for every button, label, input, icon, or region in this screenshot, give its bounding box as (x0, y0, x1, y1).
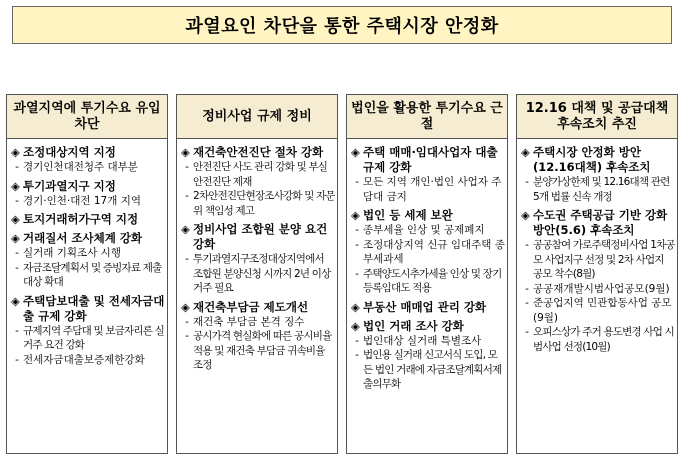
section (181, 145, 335, 218)
column-header: 법인을 활용한 투기수요 근절 (347, 95, 507, 139)
section-title (351, 145, 505, 175)
diamond-bullet-icon: ◈ (11, 231, 20, 245)
list-item (181, 329, 335, 373)
dash-bullet-icon: - (185, 190, 189, 202)
list-item-text: 조정대상지역 신규 임대주택 종부세과세 (363, 238, 505, 265)
dash-bullet-icon: - (185, 315, 189, 328)
list-item-text: 법인대상 실거래 특별조사 (363, 334, 482, 347)
dash-bullet-icon: - (355, 238, 359, 251)
column-4 (516, 94, 678, 454)
section (351, 319, 505, 392)
list-item (521, 325, 675, 354)
list-item (351, 175, 505, 204)
section (351, 208, 505, 296)
list-item (521, 296, 675, 325)
diamond-bullet-icon: ◈ (521, 208, 530, 222)
dash-bullet-icon: - (525, 326, 529, 338)
section-title (521, 145, 675, 175)
dash-bullet-icon: - (355, 267, 359, 280)
list-item (351, 348, 505, 392)
diamond-bullet-icon: ◈ (181, 222, 190, 236)
list-item (11, 194, 165, 209)
section-title-text: 수도권 주택공급 기반 강화방안(5.6) 후속조치 (533, 208, 668, 237)
diamond-bullet-icon: ◈ (351, 208, 360, 222)
list-item (521, 238, 675, 282)
section (11, 179, 165, 209)
section-title-text: 주택 매매·임대사업자 대출규제 강화 (363, 145, 498, 174)
section (11, 212, 165, 227)
list-item (11, 324, 165, 353)
list-item (351, 223, 505, 238)
list-item-text: 오피스상가 주거 용도변경 사업 시범사업 선정(10월) (533, 326, 674, 353)
column-3 (346, 94, 508, 454)
dash-bullet-icon: - (525, 282, 529, 295)
column-2 (176, 94, 338, 454)
list-item (181, 252, 335, 296)
section-title-text: 주택담보대출 및 전세자금대출 규제 강화 (23, 293, 165, 323)
list-item-text: 준공업지역 민관합동사업 공모(9월) (533, 297, 672, 324)
dash-bullet-icon: - (185, 253, 189, 265)
section-title (521, 208, 675, 238)
list-item (351, 238, 505, 267)
list-item-text: 경기인천대전청주 대부분 (23, 161, 138, 173)
column-body (181, 145, 335, 451)
dash-bullet-icon: - (525, 176, 529, 188)
list-item-text: 자금조달계획서 및 증빙자료 제출 대상 확대 (23, 261, 162, 288)
dash-bullet-icon: - (15, 353, 19, 366)
column-1 (6, 94, 168, 454)
section-title-text: 투기과열지구 지정 (23, 178, 116, 193)
section (521, 208, 675, 354)
list-item-text: 공시가격 현실화에 따른 공시비율 적용 및 재건축 부담금 귀속비율 조정 (193, 330, 332, 371)
column-body (11, 145, 165, 451)
column-header: 12.16 대책 및 공급대책 후속조치 추진 (517, 95, 677, 139)
section-title (351, 319, 505, 334)
dash-bullet-icon: - (15, 194, 19, 207)
list-item (11, 353, 165, 368)
column-body (521, 145, 675, 451)
diamond-bullet-icon: ◈ (521, 145, 530, 159)
list-item (181, 189, 335, 218)
section-title (11, 294, 165, 324)
list-item-text: 재건축 부담금 본격 징수 (193, 315, 305, 328)
list-item-text: 2차안전진단현장조사강화 및 자문위 책임성 제고 (193, 190, 335, 217)
section-title (11, 145, 165, 160)
section (351, 145, 505, 204)
dash-bullet-icon: - (355, 349, 359, 361)
list-item-text: 주택양도시추가세율 인상 및 장기등록임대도 적용 (363, 267, 502, 294)
dash-bullet-icon: - (355, 224, 359, 236)
section-title-text: 주택시장 안정화 방안 (12.16대책) 후속조치 (533, 145, 651, 174)
section-title (351, 300, 505, 315)
list-item-text: 분양가상한제 및 12.16대책 관련 5개 법률 신속 개정 (533, 176, 670, 203)
section-title (181, 145, 335, 160)
section-title-text: 조정대상지역 지정 (23, 145, 116, 159)
column-header: 과열지역에 투기수요 유입 차단 (7, 95, 167, 139)
list-item (351, 334, 505, 349)
diamond-bullet-icon: ◈ (11, 212, 20, 226)
section-title (11, 212, 165, 227)
dash-bullet-icon: - (355, 334, 359, 347)
list-item (181, 160, 335, 189)
list-item (521, 282, 675, 297)
list-item-text: 법인용 실거래 신고서식 도입, 모든 법인 거래에 자금조달계획서제출의무화 (363, 349, 502, 390)
list-item-text: 투기과열지구조정대상지역에서 조합원 분양신청 시까지 2년 이상 거주 필요 (193, 253, 331, 294)
page-title: 과열요인 차단을 통한 주택시장 안정화 (12, 6, 672, 44)
dash-bullet-icon: - (15, 261, 19, 274)
list-item-text: 경기·인천·대전 17개 지역 (23, 194, 141, 207)
list-item-text: 전세자금대출보증제한강화 (23, 353, 145, 366)
list-item (521, 175, 675, 204)
section (181, 222, 335, 296)
dash-bullet-icon: - (15, 161, 19, 173)
section-title-text: 토지거래허가구역 지정 (23, 212, 139, 226)
section-title-text: 거래질서 조사체계 강화 (23, 231, 143, 245)
list-item (11, 246, 165, 261)
section-title (351, 208, 505, 223)
dash-bullet-icon: - (15, 324, 19, 337)
list-item-text: 공공재개발시범사업공모(9월) (533, 282, 670, 295)
list-item-text: 안전진단 사도 관리 강화 및 부실안전진단 제재 (193, 161, 328, 188)
dash-bullet-icon: - (15, 247, 19, 259)
section (11, 231, 165, 290)
section-title-text: 법인 등 세제 보완 (363, 208, 453, 222)
section-title-text: 재건축부담금 제도개선 (193, 299, 309, 314)
section-title-text: 재건축안전진단 절차 강화 (193, 145, 324, 159)
list-item-text: 규제지역 주담대 및 보금자리론 실거주 요건 강화 (23, 324, 164, 351)
dash-bullet-icon: - (525, 239, 529, 251)
section-title (11, 179, 165, 194)
section-title-text: 법인 거래 조사 강화 (363, 318, 464, 333)
dash-bullet-icon: - (355, 176, 359, 188)
section-title (181, 300, 335, 315)
list-item (11, 160, 165, 175)
section (351, 300, 505, 315)
diamond-bullet-icon: ◈ (181, 145, 190, 159)
diamond-bullet-icon: ◈ (11, 293, 20, 308)
section-title-text: 정비사업 조합원 분양 요건 강화 (193, 222, 328, 251)
column-body (351, 145, 505, 451)
column-header: 정비사업 규제 정비 (177, 95, 337, 139)
dash-bullet-icon: - (185, 161, 189, 173)
section (521, 145, 675, 204)
section-title (11, 231, 165, 246)
list-item (11, 261, 165, 290)
list-item-text: 모든 지역 개인·법인 사업자 주담대 금지 (363, 176, 502, 203)
diamond-bullet-icon: ◈ (11, 145, 20, 159)
list-item-text: 실거래 기획조사 시행 (23, 247, 121, 259)
list-item (351, 267, 505, 296)
section (11, 294, 165, 368)
section (181, 300, 335, 373)
section (11, 145, 165, 175)
list-item-text: 종부세율 인상 및 공제폐지 (363, 224, 485, 236)
list-item-text: 공공참여 가로주택정비사업 1차공모 사업지구 선정 및 2차 사업지 공모 착수(8월) (533, 239, 675, 280)
diamond-bullet-icon: ◈ (351, 318, 360, 333)
diamond-bullet-icon: ◈ (351, 145, 360, 159)
section-title-text: 부동산 매매업 관리 강화 (363, 299, 487, 314)
dash-bullet-icon: - (185, 330, 189, 342)
diamond-bullet-icon: ◈ (11, 178, 20, 193)
section-title (181, 222, 335, 252)
list-item (181, 315, 335, 330)
dash-bullet-icon: - (525, 297, 529, 309)
diamond-bullet-icon: ◈ (351, 299, 360, 314)
diamond-bullet-icon: ◈ (181, 299, 190, 314)
